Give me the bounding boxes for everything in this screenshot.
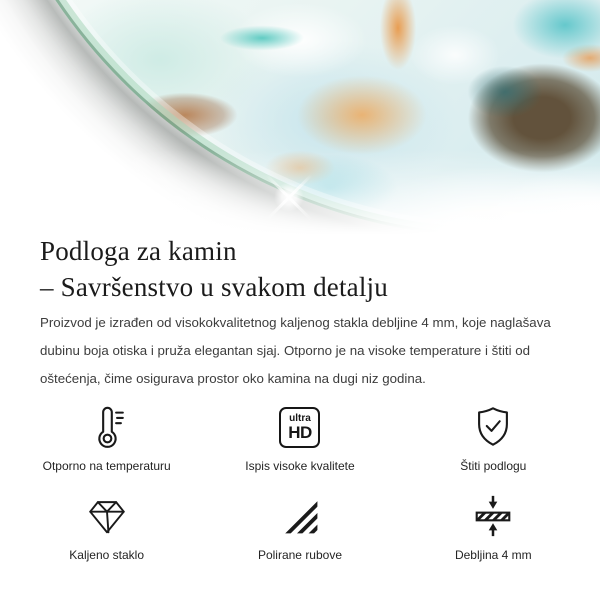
- feature-item-tempered-glass: [10, 492, 203, 563]
- ultra-hd-badge-top: ultra: [289, 412, 311, 424]
- feature-item-temperature: [10, 403, 203, 474]
- feature-label: Kaljeno staklo: [69, 548, 145, 562]
- product-info-section: [0, 233, 600, 393]
- page-title-line2: – Savršenstvo u svakom detalju: [40, 272, 388, 302]
- feature-label: Otporno na temperaturu: [42, 459, 171, 473]
- polished-edges-icon: [278, 492, 322, 540]
- feature-item-polished-edges: [203, 492, 396, 563]
- image-fade: [0, 0, 600, 235]
- ultra-hd-icon: [279, 403, 320, 451]
- feature-item-thickness: [397, 492, 590, 563]
- feature-item-print-quality: [203, 403, 396, 474]
- diamond-icon: [83, 492, 131, 540]
- thickness-icon: [470, 492, 516, 540]
- feature-label: Polirane rubove: [257, 548, 343, 562]
- feature-item-protection: [397, 403, 590, 474]
- page-title: [40, 233, 560, 305]
- thermometer-icon: [84, 403, 130, 451]
- feature-label: Štiti podlogu: [460, 459, 527, 473]
- feature-label: Ispis visoke kvalitete: [245, 459, 355, 473]
- shield-check-icon: [470, 403, 516, 451]
- features-grid: [0, 403, 600, 563]
- product-description: Proizvod je izrađen od visokokvalitetnog kaljenog stakla debljine 4 mm, koje naglašava dubinu boja otiska i pruža elegantan sjaj. Otporno je na visoke temperature i štiti od oštećenja, čime osigurava prostor oko kamina na dugi niz godina.: [40, 315, 551, 386]
- ultra-hd-badge-bottom: HD: [288, 422, 312, 442]
- page-title-line1: Podloga za kamin: [40, 236, 237, 266]
- feature-label: Debljina 4 mm: [454, 548, 532, 562]
- product-photo: [0, 0, 600, 235]
